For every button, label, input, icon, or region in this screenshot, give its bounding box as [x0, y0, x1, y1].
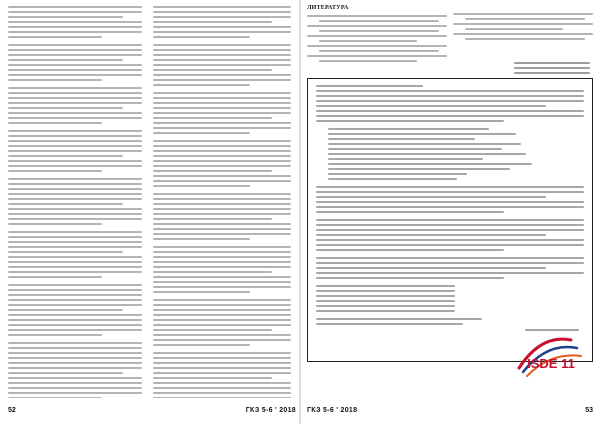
right-page-journal-issue — [307, 404, 387, 418]
left-page-column-2 — [153, 6, 291, 398]
left-page-journal-issue — [232, 404, 296, 418]
author-signatures — [506, 62, 590, 77]
references-heading: ЛИТЕРАТУРА — [307, 5, 349, 11]
right-page-number-text: 53 — [585, 407, 593, 414]
right-page-number — [563, 404, 593, 418]
notice-box — [307, 78, 593, 362]
left-page-number — [8, 404, 38, 418]
left-page-column-1 — [8, 6, 142, 398]
conference-logo — [511, 328, 591, 384]
svg-text:ISDE 11: ISDE 11 — [527, 356, 575, 371]
left-journal-issue-text: ГКЗ 5-6 ' 2018 — [245, 407, 296, 414]
left-page-number-text: 52 — [8, 407, 16, 414]
references-block-continued — [453, 4, 593, 60]
references-block — [307, 4, 447, 72]
right-page — [301, 0, 600, 424]
right-journal-issue-text: ГКЗ 5-6 ' 2018 — [307, 407, 358, 414]
left-page — [0, 0, 299, 424]
